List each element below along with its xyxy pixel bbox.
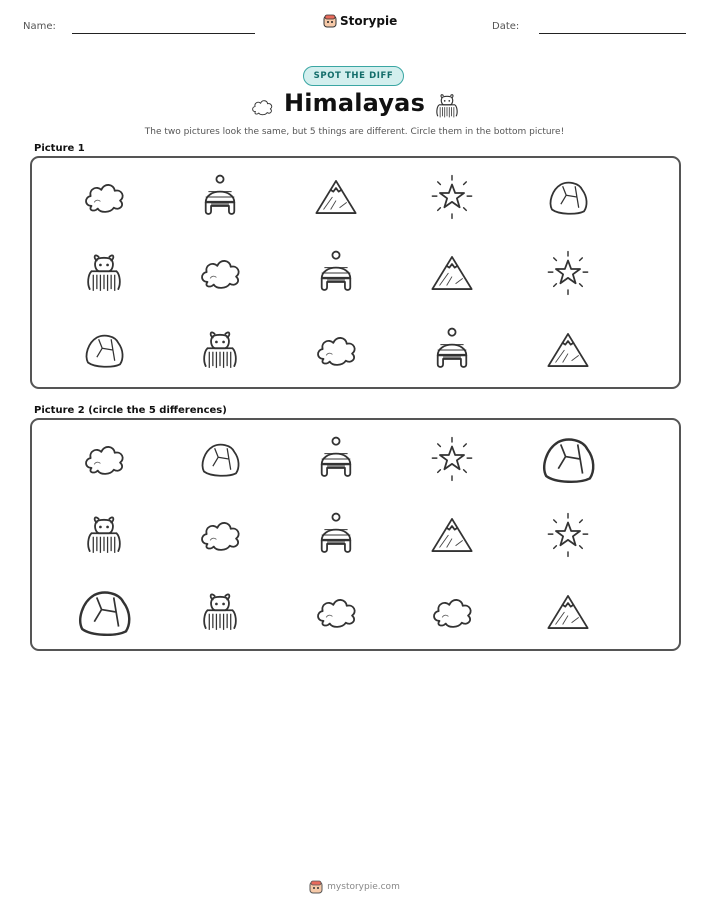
- cloud-icon: [195, 248, 245, 298]
- mountain-icon[interactable]: [543, 587, 593, 637]
- picture-1-panel: [30, 156, 681, 389]
- star-icon: [543, 248, 593, 298]
- beanie-hat-icon[interactable]: [311, 510, 361, 560]
- footer: [0, 880, 709, 894]
- cloud-icon: [311, 325, 361, 375]
- cloud-icon: [79, 172, 129, 222]
- name-label: Name:: [23, 21, 56, 32]
- rock-icon[interactable]: [195, 434, 245, 484]
- rock-icon[interactable]: [534, 425, 602, 493]
- cloud-icon[interactable]: [427, 587, 477, 637]
- instructions: The two pictures look the same, but 5 things are different. Circle them in the bottom picture!: [144, 127, 565, 137]
- cloud-icon[interactable]: [79, 434, 129, 484]
- mountain-icon: [543, 325, 593, 375]
- brand-logo: [323, 14, 397, 28]
- beanie-hat-icon: [195, 172, 245, 222]
- mountain-icon: [311, 172, 361, 222]
- star-icon[interactable]: [543, 510, 593, 560]
- rock-icon[interactable]: [70, 578, 138, 646]
- rock-icon: [543, 172, 593, 222]
- picture-2-grid: [32, 420, 679, 649]
- picture-2-label: Picture 2 (circle the 5 differences): [34, 405, 227, 416]
- beanie-hat-icon: [427, 325, 477, 375]
- yak-icon: [195, 325, 245, 375]
- date-input-line[interactable]: [539, 33, 686, 34]
- picture-1-grid: [32, 158, 679, 387]
- brand-name: Storypie: [340, 14, 398, 28]
- picture-1-label: Picture 1: [34, 143, 85, 154]
- name-input-line[interactable]: [72, 33, 255, 34]
- footer-url: mystorypie.com: [327, 882, 400, 892]
- yak-icon: [79, 248, 129, 298]
- cloud-icon[interactable]: [195, 510, 245, 560]
- yak-icon[interactable]: [195, 587, 245, 637]
- spot-the-diff-badge: SPOT THE DIFF: [303, 66, 404, 86]
- picture-2-panel[interactable]: [30, 418, 681, 651]
- yak-icon: [430, 90, 464, 122]
- storypie-mascot-icon: [309, 880, 323, 894]
- rock-icon: [79, 325, 129, 375]
- beanie-hat-icon[interactable]: [311, 434, 361, 484]
- star-icon: [427, 172, 477, 222]
- page-title: Himalayas: [283, 89, 426, 117]
- storypie-mascot-icon: [323, 14, 337, 28]
- date-label: Date:: [492, 21, 520, 32]
- mountain-icon[interactable]: [427, 510, 477, 560]
- cloud-icon[interactable]: [311, 587, 361, 637]
- star-icon[interactable]: [427, 434, 477, 484]
- beanie-hat-icon: [311, 248, 361, 298]
- yak-icon[interactable]: [79, 510, 129, 560]
- mountain-icon: [427, 248, 477, 298]
